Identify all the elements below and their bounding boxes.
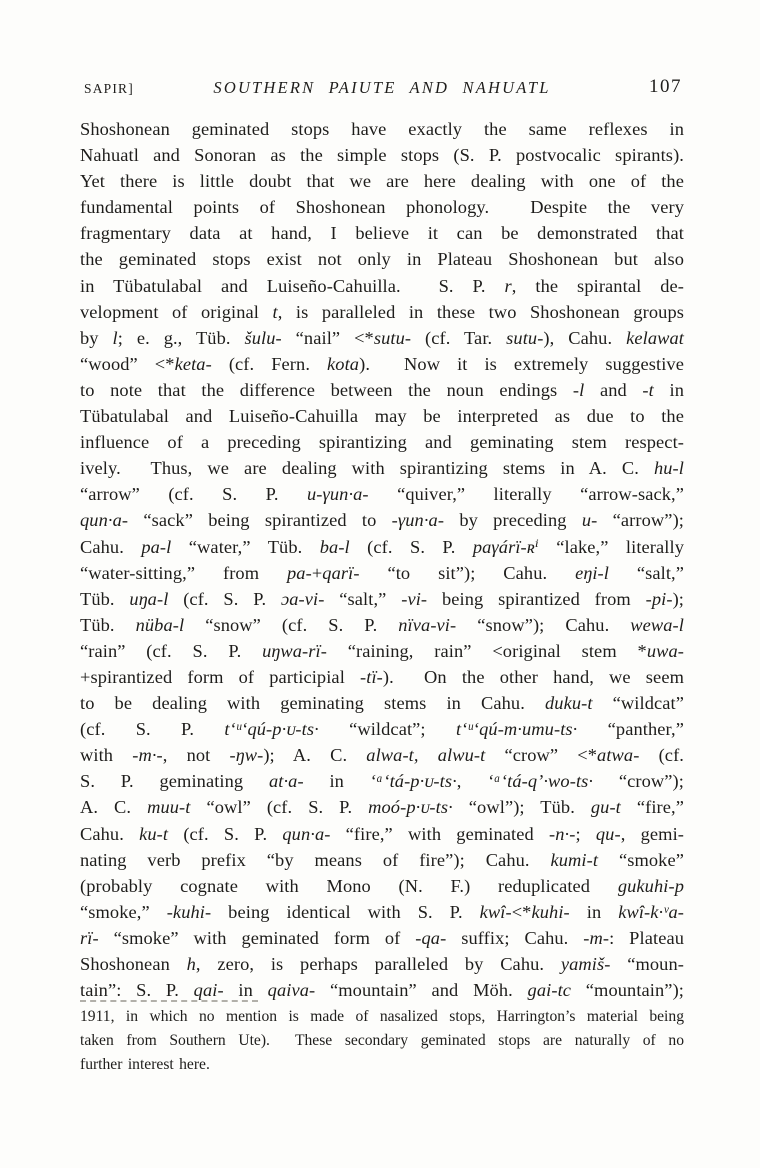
body-line [80,507,684,533]
text-segment: uŋwa-rï- [262,640,327,661]
text-segment: “rain” (cf. S. P. [80,640,263,661]
text-segment: ba-l [319,536,350,557]
text-segment: “sack” being spirantized to - [128,510,398,531]
text-segment: nïva-vi- [398,614,457,635]
text-segment: S. P. geminating [80,771,269,792]
text-segment: : Plateau [609,927,685,948]
text-segment: qu- [595,823,621,844]
text-segment: uŋa-l [129,588,169,609]
text-segment: sutu- [373,327,412,348]
text-segment: “arrow” (cf. S. P. [80,484,307,505]
text-segment: ku-t [139,823,169,844]
body-line [80,168,684,194]
footnote-line: taken from Southern Ute). These secondary geminated stops are naturally of no [80,1032,684,1050]
body-line [80,690,684,716]
page-number: 107 [649,76,682,97]
text-segment: “arrow”); [597,510,685,531]
text-segment: the geminated stops exist not only in Plateau Shoshonean but also [80,249,684,270]
running-head [80,76,684,100]
text-segment: (cf. S. P. [349,536,473,557]
text-segment: (cf. [639,745,684,766]
text-segment: “fire,” [620,797,684,818]
body-text [80,116,684,1003]
text-segment: “quiver,” literally “arrow-sack,” [368,484,684,505]
body-line [80,951,684,977]
text-segment: keta- [174,353,212,374]
body-line [80,429,684,455]
text-segment: “salt,” [608,562,684,583]
body-line [80,142,684,168]
text-segment: rï- [80,927,99,948]
text-segment: kuhi- [531,901,570,922]
text-segment: “crow”); [593,771,684,792]
footnote [80,1005,684,1078]
text-segment: tain”: S. P. [80,980,194,1001]
text-segment: “smoke” [598,849,684,870]
text-segment: in [303,771,370,792]
body-line [80,481,684,507]
text-segment: qaiva- [267,980,316,1001]
body-line [80,116,684,142]
text-segment: qai- [193,980,224,1001]
text-segment: -ŋw- [229,745,264,766]
text-segment: -kuhi- [166,901,212,922]
text-segment: in Tübatulabal and Luiseño-Cahuilla. S. P. [80,275,505,296]
footnote-line: further interest here. [80,1056,210,1074]
text-segment: being identical with S. P. [211,901,480,922]
text-segment: paγárï-ʀⁱ [472,536,539,557]
text-segment: qun·a- [80,510,129,531]
text-segment: ; e. g., Tüb. [117,327,245,348]
text-segment: + [311,562,323,583]
text-segment: “mountain” and Möh. [315,980,528,1001]
text-segment: u- [581,510,598,531]
body-line [80,847,684,873]
text-segment: tʻᵘʻqú-m·umu-ts· [455,719,578,740]
text-segment: , not [162,745,230,766]
body-line [80,742,684,768]
text-segment: “owl” (cf. S. P. [190,797,369,818]
text-segment: fundamental points of Shoshonean phonology. Despite the very [80,197,684,218]
body-line [80,899,684,925]
text-segment: Shoshonean geminated stops have exactly the same reflexes in [80,119,684,139]
text-segment: “moun- [610,954,684,974]
text-segment: suffix; Cahu. [446,927,584,948]
text-segment: qun·a- [282,823,331,844]
text-segment: “snow” (cf. S. P. [184,614,399,635]
text-segment: ively. Thus, we are dealing with spirantizing stems in A. C. [80,458,654,479]
running-head-title: SOUTHERN PAIUTE AND NAHUATL [213,78,551,97]
text-segment: Yet there is little doubt that we are here dealing with one of the [80,171,684,192]
text-segment: (cf. S. P. [168,823,283,844]
text-segment: ɔa-vi- [281,588,325,609]
text-segment: -n·- [549,823,576,844]
text-segment: by preceding [444,510,582,531]
text-segment: ʻᵃʻtá-q’·wo-ts· [487,771,594,792]
text-segment: -tï- [360,666,383,687]
text-segment: “panther,” [577,719,684,740]
text-segment: moó-p·ᴜ-ts· [368,797,453,818]
text-segment: -qa- [415,927,447,948]
text-segment: “snow”); Cahu. [456,614,631,635]
text-segment: (cf. Tar. [411,327,507,348]
body-line [80,821,684,847]
text-segment: Cahu. [80,823,140,844]
text-segment: tʻᵘʻqú-p·ᴜ-ts· [224,719,319,740]
text-segment: u-γun·a- [306,484,369,505]
text-segment: hu-l [653,458,684,479]
text-segment: , the spirantal de- [511,275,684,296]
text-segment: at·a- [268,771,304,792]
text-segment: “smoke,” [80,901,167,922]
text-segment: in [223,980,268,1001]
body-line [80,925,684,951]
text-segment: ); A. C. [263,745,367,766]
text-segment: eŋi-l [575,562,609,583]
text-segment: sutu- [506,327,544,348]
text-segment: h [186,954,196,974]
text-segment: gu-t [590,797,621,818]
text-segment: velopment of original [80,301,273,322]
text-segment: ); [672,588,685,609]
text-segment: -m- [583,927,610,948]
text-segment: being spirantized from [427,588,646,609]
text-segment: “water,” Tüb. [171,536,320,557]
text-segment: A. C. [80,797,148,818]
text-segment: (probably cognate with Mono (N. F.) reduplicated [80,875,618,896]
text-segment: Shoshonean [80,954,187,974]
body-line [80,560,684,586]
text-segment: ). On the other hand, we seem [382,666,684,687]
text-segment: kumi-t [550,849,599,870]
text-segment: Cahu. [80,536,142,557]
text-segment: “owl”); Tüb. [452,797,591,818]
text-segment: nüba-l [135,614,185,635]
text-segment: “wood” <* [80,353,175,374]
text-segment: “fire,” with geminated [330,823,550,844]
body-line [80,299,684,325]
text-segment: uwa- [646,640,684,661]
text-segment: ), Cahu. [543,327,627,348]
text-segment: “wildcat” [592,693,684,714]
text-segment: r [504,275,512,296]
text-segment: alwa-t, alwu-t [366,745,486,766]
body-line [80,768,684,794]
text-segment: , zero, is perhaps paralleled by Cahu. [195,954,561,974]
text-segment: in [569,901,619,922]
body-line [80,586,684,612]
text-segment: +spirantized form of participial [80,666,361,687]
text-segment: kwî- [479,901,512,922]
body-line [80,377,684,403]
text-segment: kwî-k·ᵛa- [618,901,684,922]
text-segment: atwa- [597,745,640,766]
text-segment: muu-t [147,797,191,818]
text-segment: “to sit”); Cahu. [359,562,576,583]
text-segment: in [653,379,685,400]
text-segment: kota [327,353,360,374]
text-segment: pa- [286,562,312,583]
text-segment: with [80,745,133,766]
text-segment: (cf. S. P. [168,588,281,609]
text-segment: t [648,379,654,400]
text-segment: Nahuatl and Sonoran as the simple stops (S. P. postvocalic spirants). [80,145,684,166]
text-segment: Tübatulabal and Luiseño-Cahuilla may be interpreted as due to the [80,406,684,427]
text-segment: “mountain”); [571,980,685,1001]
text-segment: , is paralleled in these two Shoshonean groups [277,301,684,322]
body-line [80,194,684,220]
text-segment: -vi- [401,588,428,609]
text-segment: to be dealing with geminating stems in Cahu. [80,693,545,714]
text-segment: “salt,” [324,588,402,609]
body-line [80,351,684,377]
body-line [80,612,684,638]
body-line [80,455,684,481]
body-line [80,246,684,272]
text-segment: , gemi- [620,823,685,844]
text-segment: influence of a preceding spirantizing and geminating stem respect- [80,432,684,453]
text-segment: fragmentary data at hand, I believe it can be demonstrated that [80,223,684,244]
body-line [80,220,684,246]
running-head-author: SAPIR] [84,81,134,96]
text-segment: “nail” <* [281,327,374,348]
text-segment: <* [511,901,532,922]
text-segment: l [579,379,585,400]
body-line [80,664,684,690]
text-segment: Tüb. [80,588,130,609]
text-segment: -pi- [645,588,673,609]
text-segment: γun·a- [397,510,445,531]
text-segment: , [456,771,488,792]
text-segment: (cf. Fern. [211,353,328,374]
text-segment: gai-tc [527,980,572,1001]
body-line [80,403,684,429]
text-segment: qarï- [322,562,360,583]
body-line [80,273,684,299]
text-segment: ). Now it is extremely suggestive [359,353,684,374]
text-segment: “smoke” with geminated form of [98,927,416,948]
text-segment: l [112,327,118,348]
text-segment: “wildcat”; [318,719,456,740]
text-segment: by [80,327,113,348]
text-segment: ; [575,823,596,844]
text-segment: “water-sitting,” from [80,562,287,583]
text-segment: duku-t [544,693,593,714]
body-line [80,794,684,820]
text-segment: (cf. S. P. [80,719,225,740]
text-segment: yamiš- [560,954,611,974]
body-line [80,716,684,742]
text-segment: “crow” <* [485,745,598,766]
text-segment: Tüb. [80,614,136,635]
body-line [80,873,684,899]
body-line [80,638,684,664]
text-segment: “raining, rain” <original stem * [326,640,647,661]
footnote-line: 1911, in which no mention is made of nasalized stops, Harrington’s material being [80,1008,684,1025]
text-segment: to note that the difference between the noun endings - [80,379,580,400]
body-line [80,534,684,560]
text-segment: gukuhi-p [617,875,684,896]
text-segment: kelawat [626,327,684,348]
text-segment: wewa-l [630,614,684,635]
text-segment: and - [584,379,649,400]
text-segment: ʻᵃʻtá-p·ᴜ-ts· [369,771,457,792]
text-segment: nating verb prefix “by means of fire”); Cahu. [80,849,551,870]
text-segment: “lake,” literally [538,536,685,557]
footnote-separator-rule [80,1000,258,1002]
body-line [80,325,684,351]
text-segment: šulu- [244,327,282,348]
text-segment: t [272,301,278,322]
text-segment: -m·- [132,745,163,766]
text-segment: pa-l [141,536,172,557]
